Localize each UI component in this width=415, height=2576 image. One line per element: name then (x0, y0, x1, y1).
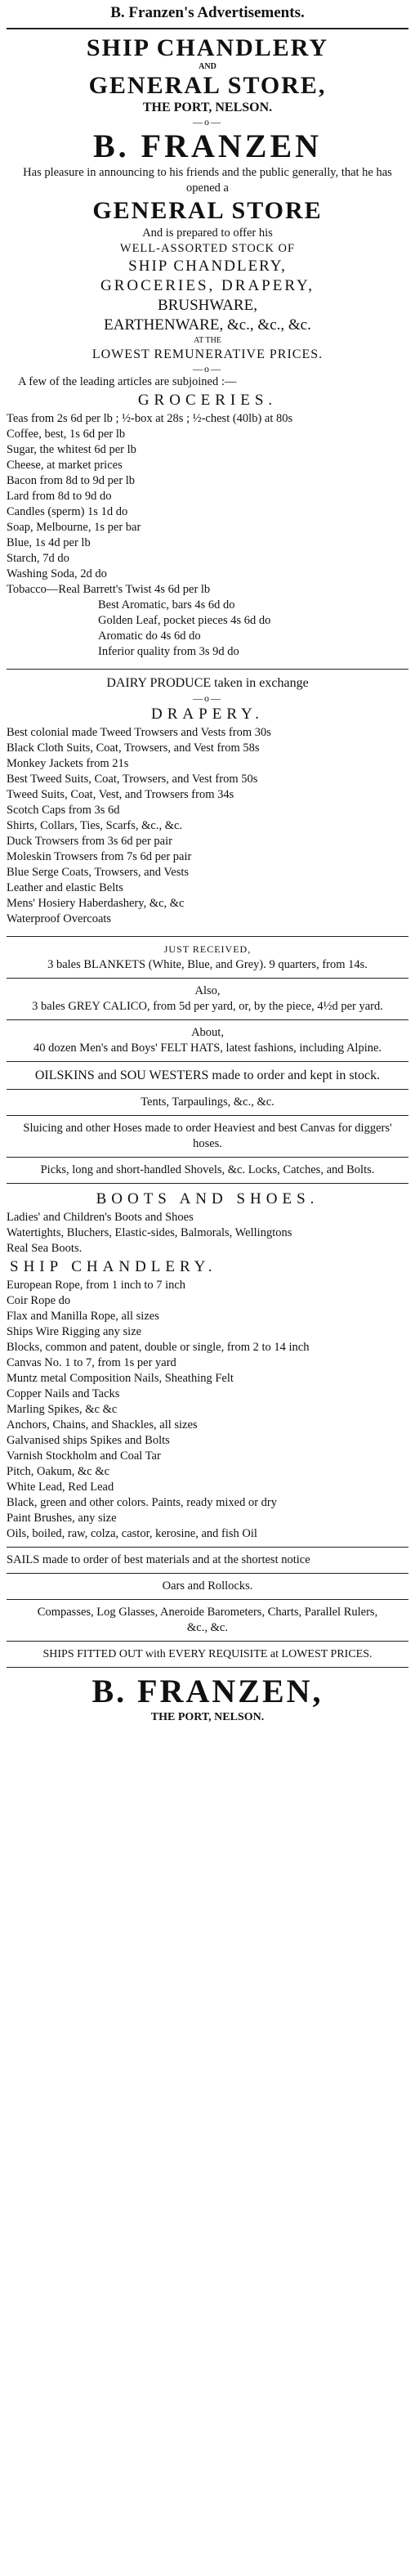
section-rule (7, 1599, 408, 1600)
oars-text: Oars and Rollocks. (162, 1579, 253, 1593)
tents-text: Tents, Tarpaulings, &c., &c. (141, 1095, 274, 1109)
list-item: Marling Spikes, &c &c (7, 1403, 118, 1416)
list-item: Washing Soda, 2d do (7, 567, 107, 580)
tobacco-sub-item: Inferior quality from 3s 9d do (98, 645, 239, 658)
sluicing-text: Sluicing and other Hoses made to order Heaviest and best Canvas for diggers' hoses. (23, 1122, 392, 1150)
boots-heading: BOOTS AND SHOES. (96, 1190, 319, 1207)
list-item: Lard from 8d to 9d do (7, 490, 112, 503)
list-item: Starch, 7d do (7, 552, 69, 565)
section-rule (7, 936, 408, 937)
general-store-subheading: GENERAL STORE (92, 197, 323, 224)
lowest-prices-line: LOWEST REMUNERATIVE PRICES. (91, 347, 324, 361)
list-item: Blocks, common and patent, double or single, from 2 to 14 inch (7, 1341, 310, 1354)
list-item: Teas from 2s 6d per lb ; ½-box at 28s ; ½-chest (40lb) at 80s (7, 412, 293, 425)
list-item: Moleskin Trowsers from 7s 6d per pair (7, 850, 192, 863)
list-item: Blue, 1s 4d per lb (7, 536, 91, 549)
tobacco-sub-item: Golden Leaf, pocket pieces 4s 6d do (98, 614, 271, 627)
well-assorted-text: WELL-ASSORTED STOCK OF (119, 242, 296, 255)
section-rule (7, 1183, 408, 1184)
list-item: European Rope, from 1 inch to 7 inch (7, 1279, 186, 1292)
ship-chandlery-list-heading: SHIP CHANDLERY. (10, 1258, 217, 1275)
page-header: B. Franzen's Advertisements. (110, 4, 305, 21)
section-rule (7, 978, 408, 979)
section-rule (7, 1115, 408, 1116)
list-item: Sugar, the whitest 6d per lb (7, 443, 136, 456)
tobacco-sub-item: Best Aromatic, bars 4s 6d do (98, 598, 235, 612)
section-rule (7, 1061, 408, 1062)
list-item: Cheese, at market prices (7, 459, 123, 472)
groceries-heading: GROCERIES. (137, 392, 278, 409)
drapery-list (7, 725, 408, 927)
list-item: Tweed Suits, Coat, Vest, and Trowsers from 34s (7, 788, 234, 801)
list-item: Mens' Hosiery Haberdashery, &c, &c (7, 897, 185, 910)
list-item: Black, green and other colors. Paints, ready mixed or dry (7, 1496, 277, 1509)
ship-chandlery-sub: SHIP CHANDLERY, (128, 258, 287, 275)
section-rule (7, 1157, 408, 1158)
list-item: Waterproof Overcoats (7, 912, 112, 925)
separator: —o— (193, 116, 222, 128)
groceries-drapery-line: GROCERIES, DRAPERY, (100, 277, 315, 294)
compasses-text: Compasses, Log Glasses, Aneroide Barometers, Charts, Parallel Rulers, &c., &c. (37, 1606, 378, 1634)
prepared-text: And is prepared to offer his (142, 226, 273, 240)
few-articles-line: A few of the leading articles are subjoined :— (18, 375, 237, 388)
intro-text: Has pleasure in announcing to his friends and the public generally, that he has opened a (23, 166, 392, 195)
list-item: Coir Rope do (7, 1294, 71, 1307)
list-item: Copper Nails and Tacks (7, 1387, 120, 1400)
list-item: Candles (sperm) 1s 1d do (7, 505, 128, 518)
also-label: Also, (194, 984, 221, 997)
list-item: Flax and Manilla Rope, all sizes (7, 1310, 159, 1323)
section-rule (7, 1573, 408, 1574)
list-item: Ladies' and Children's Boots and Shoes (7, 1211, 194, 1224)
dairy-produce-line: DAIRY PRODUCE taken in exchange (106, 676, 309, 690)
list-item: Varnish Stockholm and Coal Tar (7, 1449, 161, 1463)
list-item: Canvas No. 1 to 7, from 1s per yard (7, 1356, 176, 1369)
list-item: Paint Brushes, any size (7, 1512, 117, 1525)
earthenware-line: EARTHENWARE, &c., &c., &c. (104, 316, 311, 334)
address-line: THE PORT, NELSON. (142, 101, 273, 114)
general-store-heading: GENERAL STORE, (88, 72, 327, 99)
list-item: Best colonial made Tweed Trowsers and Vests from 30s (7, 726, 271, 739)
list-item: Anchors, Chains, and Shackles, all sizes (7, 1418, 198, 1431)
list-item: Black Cloth Suits, Coat, Trowsers, and Vest from 58s (7, 741, 260, 755)
list-item: Blue Serge Coats, Trowsers, and Vests (7, 866, 190, 879)
drapery-heading: DRAPERY. (151, 706, 264, 723)
at-the-word: AT THE (194, 336, 221, 345)
ships-fitted-text: SHIPS FITTED OUT with EVERY REQUISITE at LOWEST PRICES. (42, 1648, 373, 1660)
sails-text: SAILS made to order of best materials and at the shortest notice (7, 1553, 310, 1566)
section-rule (7, 1547, 408, 1548)
about-label: About, (191, 1026, 224, 1039)
just-received: JUST RECEIVED, (163, 943, 252, 955)
section-rule (7, 1019, 408, 1020)
oilskins-text: OILSKINS and SOU WESTERS made to order and kept in stock. (34, 1068, 381, 1082)
separator: —o— (193, 363, 222, 374)
list-item: Monkey Jackets from 21s (7, 757, 129, 770)
list-item: Scotch Caps from 3s 6d (7, 804, 120, 817)
advertisement-page (7, 0, 408, 1725)
ship-chandlery-heading: SHIP CHANDLERY (86, 34, 329, 61)
calico-text: 3 bales GREY CALICO, from 5d per yard, or, by the piece, 4½d per yard. (32, 1000, 383, 1013)
boots-list (7, 1210, 408, 1257)
picks-text: Picks, long and short-handled Shovels, &c. Locks, Catches, and Bolts. (40, 1163, 375, 1176)
list-item: Shirts, Collars, Ties, Scarfs, &c., &c. (7, 819, 183, 832)
header-rule (7, 28, 408, 29)
list-item: Bacon from 8d to 9d per lb (7, 474, 136, 487)
list-item: Ships Wire Rigging any size (7, 1325, 142, 1338)
list-item: Watertights, Bluchers, Elastic-sides, Balmorals, Wellingtons (7, 1226, 292, 1239)
section-rule (7, 669, 408, 670)
list-item: Real Sea Boots. (7, 1242, 83, 1255)
section-rule (7, 1641, 408, 1642)
list-item: Pitch, Oakum, &c &c (7, 1465, 110, 1478)
list-item: Coffee, best, 1s 6d per lb (7, 428, 126, 441)
list-item: Soap, Melbourne, 1s per bar (7, 521, 141, 534)
franzen-name: B. FRANZEN (92, 128, 323, 164)
list-item: White Lead, Red Lead (7, 1481, 114, 1494)
section-rule (7, 1089, 408, 1090)
footer-name: B. FRANZEN, (91, 1673, 324, 1709)
list-item: Best Tweed Suits, Coat, Trowsers, and Vest from 50s (7, 773, 258, 786)
chandlery-list (7, 1278, 408, 1542)
list-item: Tobacco—Real Barrett's Twist 4s 6d per lb (7, 583, 211, 596)
list-item: Galvanised ships Spikes and Bolts (7, 1434, 170, 1447)
list-item: Muntz metal Composition Nails, Sheathing Felt (7, 1372, 234, 1385)
tobacco-sub-item: Aromatic do 4s 6d do (98, 629, 201, 643)
list-item: Oils, boiled, raw, colza, castor, kerosine, and fish Oil (7, 1527, 257, 1540)
and-word: AND (199, 62, 216, 71)
list-item: Leather and elastic Belts (7, 881, 123, 894)
brushware-line: BRUSHWARE, (158, 297, 257, 314)
separator: —o— (193, 692, 222, 704)
groceries-list (7, 411, 408, 660)
section-rule (7, 1667, 408, 1668)
hats-text: 40 dozen Men's and Boys' FELT HATS, latest fashions, including Alpine. (33, 1042, 382, 1055)
list-item: Duck Trowsers from 3s 6d per pair (7, 835, 172, 848)
footer-address: THE PORT, NELSON. (150, 1711, 265, 1723)
blankets-text: 3 bales BLANKETS (White, Blue, and Grey). 9 quarters, from 14s. (47, 958, 368, 971)
